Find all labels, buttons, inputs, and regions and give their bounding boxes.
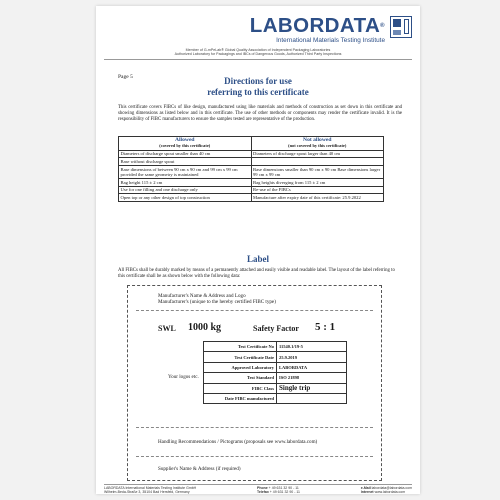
not-allowed-cell: Base dimensions smaller than 90 cm x 90 cm Base dimensions larger 99 cm x 99 cm [251, 165, 384, 178]
footer-phone: + 49 631 32 90 - 11 [268, 486, 299, 490]
swl-label: SWL [158, 324, 176, 333]
handling-recommendations: Handling Recommendations / Pictograms (proposals see www.labordata.com) [158, 439, 318, 445]
manufacturer-line-2: Manufacturer's (unique to the hereby certified FIBC type) [158, 299, 276, 305]
section-title: Directions for use referring to this certificate [207, 76, 309, 97]
label-divider [136, 310, 373, 311]
logo-subtitle: International Materials Testing Institute [276, 37, 385, 44]
footer-website[interactable]: www.labordata.com [374, 490, 406, 494]
logo-name: LABORDATA [249, 14, 381, 37]
not-allowed-cell: Bag heights diverging from 115 ± 2 cm [251, 178, 384, 186]
intro-paragraph: This certificate covers FIBCs of like design, manufactured using like materials and methods of construction as set down in this certificate and showing dimensions as listed below and in this certificate. The use of other methods or components may render the certificate invalid. It is the responsibility of FIBC manufacturers to ensure the samples tested are representative of the production. [118, 105, 402, 122]
cert-field-label: Approved Laboratory [204, 362, 277, 372]
cert-row [204, 383, 347, 393]
cert-field-value: LABORDATA [277, 362, 347, 372]
cert-field-value: 11540.1/19-5 [277, 342, 347, 352]
cert-row [204, 342, 347, 352]
safety-factor-label: Safety Factor [253, 324, 299, 333]
logo-registered-mark: ® [380, 23, 385, 29]
manufacturer-line-1: Manufacturer's Name & Address and Logo [158, 293, 246, 299]
label-paragraph: All FIBCs shall be durably marked by means of a permanently attached and easily visible and readable label. The layout of the label referring to this certificate shall be as shown below with the following data: [118, 268, 395, 279]
allowed-cell: Open top or any other design of top construction [119, 194, 252, 202]
not-allowed-cell: Diameters of discharge spout larger than 40 cm [251, 150, 384, 158]
allowed-header: Allowed (covered by this certificate) [119, 137, 252, 151]
footer-address: Wilhelm-Beda-Straße 3, 35104 Bad Hersfeld, Germany [104, 490, 190, 494]
cert-field-label: Test Certificate Date [204, 352, 277, 362]
document-page [96, 6, 420, 494]
cert-field-label: Test Certificate No [204, 342, 277, 352]
certificate-data-table [203, 341, 347, 404]
table-row [119, 194, 384, 202]
not-allowed-cell: Re-use of the FIBCs [251, 186, 384, 194]
logo-emblem-icon [390, 16, 412, 38]
table-row [119, 178, 384, 186]
header-divider [104, 59, 412, 60]
table-row [119, 186, 384, 194]
cert-field-label: Test Standard [204, 373, 277, 383]
table-row [119, 158, 384, 166]
membership-note: Member of G-mPeLab® Global Quality Association of Independent Packaging Laboratories Authorized Laboratory for Packagings and IBCs of Dangerous Goods, Authorized Third Party Inspections [174, 48, 342, 57]
label-layout-frame [127, 285, 382, 481]
cert-row [204, 373, 347, 383]
page-number: Page 5 [118, 74, 133, 80]
table-row [119, 150, 384, 158]
swl-value: 1000 kg [188, 322, 222, 333]
footer-fax: + 49 631 32 90 - 11 [269, 490, 300, 494]
table-row [119, 165, 384, 178]
usage-table [118, 136, 384, 202]
cert-row [204, 352, 347, 362]
supplier-line: Supplier's Name & Address (if required) [158, 466, 241, 472]
cert-field-label: Date FIBC manufactured [204, 393, 277, 403]
safety-factor-value: 5 : 1 [315, 321, 336, 333]
cert-field-value: ISO 21898 [277, 373, 347, 383]
allowed-cell: Use for one filling and one discharge only [119, 186, 252, 194]
label-divider [136, 456, 373, 457]
cert-row [204, 362, 347, 372]
cert-row [204, 393, 347, 403]
footer-company: LABORDATA International Materials Testing Institute GmbH [104, 486, 197, 490]
allowed-cell: Base without discharge spout [119, 158, 252, 166]
allowed-cell: Bag height 115 ± 2 cm [119, 178, 252, 186]
not-allowed-cell: Manufacture after expiry date of this certificate: 25.9.2022 [251, 194, 384, 202]
allowed-cell: Diameters of discharge spout smaller than 40 cm [119, 150, 252, 158]
page-footer: LABORDATA International Materials Testing Institute GmbH Wilhelm-Beda-Straße 3, 35104 Bad Hersfeld, Germany Phone + 49 631 32 90 - 11 Telefax + 49 631 32 90 - 11 e-Mail labordata@labordata.com Internet www.labordata.com [104, 486, 412, 494]
label-title: Label [246, 254, 269, 264]
labordata-logo [250, 16, 412, 44]
not-allowed-cell [251, 158, 384, 166]
logos-placeholder: Your logos etc. [168, 374, 199, 380]
cert-field-label: FIBC Class [204, 383, 277, 393]
allowed-cell: Base dimensions of between 90 cm x 90 cm and 99 cm x 99 cm provided the same geometry is maintained [119, 165, 252, 178]
cert-field-value: Single trip [277, 383, 347, 393]
cert-field-value: 25.9.2019 [277, 352, 347, 362]
not-allowed-header: Not allowed (not covered by this certificate) [251, 137, 384, 151]
label-divider [136, 427, 373, 428]
cert-field-value [277, 393, 347, 403]
footer-email[interactable]: labordata@labordata.com [371, 486, 412, 490]
